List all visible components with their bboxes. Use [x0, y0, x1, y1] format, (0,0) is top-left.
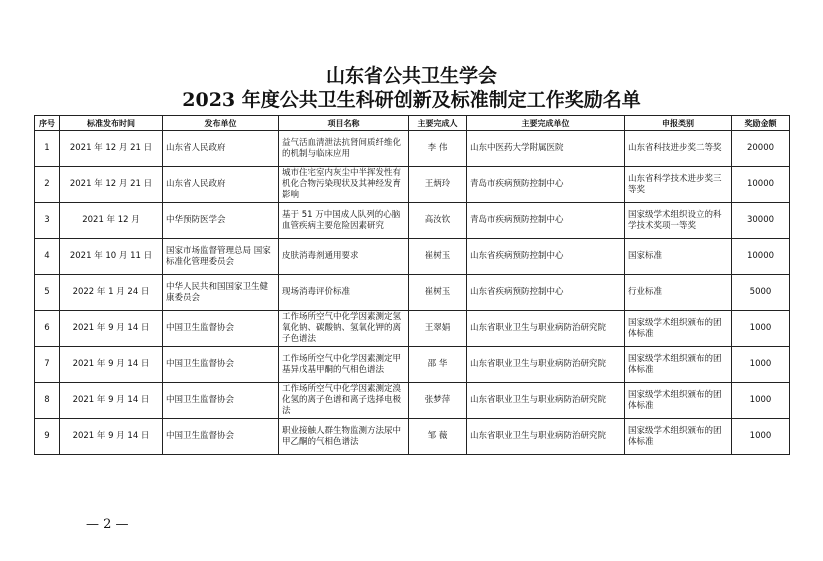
cell-person: 邵 华: [409, 347, 467, 383]
table-row: [35, 347, 790, 383]
table-row: [35, 419, 790, 455]
cell-person: 高汝钦: [409, 203, 467, 239]
cell-project: 工作场所空气中化学因素测定溴化氢的离子色谱和离子选择电极法: [279, 383, 409, 419]
cell-amount: 1000: [732, 383, 790, 419]
cell-person: 王翠娟: [409, 311, 467, 347]
cell-category: 国家级学术组织颁布的团体标准: [625, 383, 732, 419]
table-row: [35, 311, 790, 347]
cell-unit: 山东省职业卫生与职业病防治研究院: [467, 347, 625, 383]
cell-person: 张梦萍: [409, 383, 467, 419]
cell-category: 国家级学术组织颁布的团体标准: [625, 419, 732, 455]
cell-date: 2021 年 12 月 21 日: [60, 131, 163, 167]
cell-category: 国家标准: [625, 239, 732, 275]
cell-date: 2022 年 1 月 24 日: [60, 275, 163, 311]
cell-date: 2021 年 10 月 11 日: [60, 239, 163, 275]
cell-project: 城市住宅室内灰尘中半挥发性有机化合物污染现状及其神经发育影响: [279, 167, 409, 203]
document-title: 山东省公共卫生学会: [325, 65, 497, 87]
cell-no: 9: [35, 419, 60, 455]
cell-project: 皮肤消毒剂通用要求: [279, 239, 409, 275]
table-row: [35, 275, 790, 311]
cell-project: 基于 51 万中国成人队列的心脑血管疾病主要危险因素研究: [279, 203, 409, 239]
cell-issuer: 中华预防医学会: [163, 203, 279, 239]
cell-project: 工作场所空气中化学因素测定氢氧化钠、碳酸钠、氢氧化钾的离子色谱法: [279, 311, 409, 347]
column-header-person: 主要完成人: [409, 116, 467, 131]
cell-unit: 青岛市疾病预防控制中心: [467, 167, 625, 203]
cell-no: 3: [35, 203, 60, 239]
document-subtitle: 2023 年度公共卫生科研创新及标准制定工作奖励名单: [182, 89, 641, 111]
cell-no: 5: [35, 275, 60, 311]
cell-issuer: 山东省人民政府: [163, 131, 279, 167]
cell-no: 6: [35, 311, 60, 347]
cell-date: 2021 年 9 月 14 日: [60, 347, 163, 383]
cell-amount: 10000: [732, 167, 790, 203]
cell-amount: 20000: [732, 131, 790, 167]
cell-issuer: 中国卫生监督协会: [163, 347, 279, 383]
cell-amount: 1000: [732, 311, 790, 347]
table-row: [35, 131, 790, 167]
column-header-date: 标准发布时间: [60, 116, 163, 131]
page-number: — 2 —: [86, 517, 129, 532]
cell-issuer: 国家市场监督管理总局 国家标准化管理委员会: [163, 239, 279, 275]
table-header-row: [35, 116, 790, 131]
cell-unit: 山东中医药大学附属医院: [467, 131, 625, 167]
table-row: [35, 167, 790, 203]
cell-project: 职业接触人群生物监测方法尿中甲乙酮的气相色谱法: [279, 419, 409, 455]
cell-amount: 1000: [732, 347, 790, 383]
cell-issuer: 山东省人民政府: [163, 167, 279, 203]
cell-amount: 10000: [732, 239, 790, 275]
cell-unit: 山东省职业卫生与职业病防治研究院: [467, 311, 625, 347]
cell-issuer: 中华人民共和国国家卫生健康委员会: [163, 275, 279, 311]
column-header-category: 申报类别: [625, 116, 732, 131]
cell-no: 8: [35, 383, 60, 419]
cell-amount: 1000: [732, 419, 790, 455]
award-table: [34, 115, 790, 455]
cell-category: 山东省科学技术进步奖三等奖: [625, 167, 732, 203]
cell-project: 工作场所空气中化学因素测定甲基异戊基甲酮的气相色谱法: [279, 347, 409, 383]
cell-no: 2: [35, 167, 60, 203]
cell-project: 现场消毒评价标准: [279, 275, 409, 311]
cell-person: 崔树玉: [409, 239, 467, 275]
column-header-project: 项目名称: [279, 116, 409, 131]
cell-amount: 5000: [732, 275, 790, 311]
column-header-amount: 奖励金额: [732, 116, 790, 131]
table-row: [35, 239, 790, 275]
cell-person: 崔树玉: [409, 275, 467, 311]
cell-person: 李 伟: [409, 131, 467, 167]
cell-unit: 山东省疾病预防控制中心: [467, 239, 625, 275]
cell-amount: 30000: [732, 203, 790, 239]
cell-unit: 山东省职业卫生与职业病防治研究院: [467, 383, 625, 419]
table-row: [35, 203, 790, 239]
cell-unit: 青岛市疾病预防控制中心: [467, 203, 625, 239]
cell-date: 2021 年 9 月 14 日: [60, 419, 163, 455]
cell-category: 国家级学术组织设立的科学技术奖项一等奖: [625, 203, 732, 239]
column-header-no: 序号: [35, 116, 60, 131]
cell-category: 行业标准: [625, 275, 732, 311]
cell-category: 国家级学术组织颁布的团体标准: [625, 311, 732, 347]
column-header-unit: 主要完成单位: [467, 116, 625, 131]
cell-category: 山东省科技进步奖二等奖: [625, 131, 732, 167]
cell-person: 邹 薇: [409, 419, 467, 455]
cell-date: 2021 年 9 月 14 日: [60, 383, 163, 419]
cell-issuer: 中国卫生监督协会: [163, 419, 279, 455]
cell-no: 4: [35, 239, 60, 275]
cell-unit: 山东省职业卫生与职业病防治研究院: [467, 419, 625, 455]
cell-no: 1: [35, 131, 60, 167]
cell-no: 7: [35, 347, 60, 383]
cell-issuer: 中国卫生监督协会: [163, 311, 279, 347]
cell-date: 2021 年 12 月 21 日: [60, 167, 163, 203]
cell-date: 2021 年 12 月: [60, 203, 163, 239]
table-row: [35, 383, 790, 419]
cell-unit: 山东省疾病预防控制中心: [467, 275, 625, 311]
cell-category: 国家级学术组织颁布的团体标准: [625, 347, 732, 383]
cell-person: 王炳玲: [409, 167, 467, 203]
cell-date: 2021 年 9 月 14 日: [60, 311, 163, 347]
cell-project: 益气活血清泄法抗肾间质纤维化的机制与临床应用: [279, 131, 409, 167]
cell-issuer: 中国卫生监督协会: [163, 383, 279, 419]
column-header-issuer: 发布单位: [163, 116, 279, 131]
